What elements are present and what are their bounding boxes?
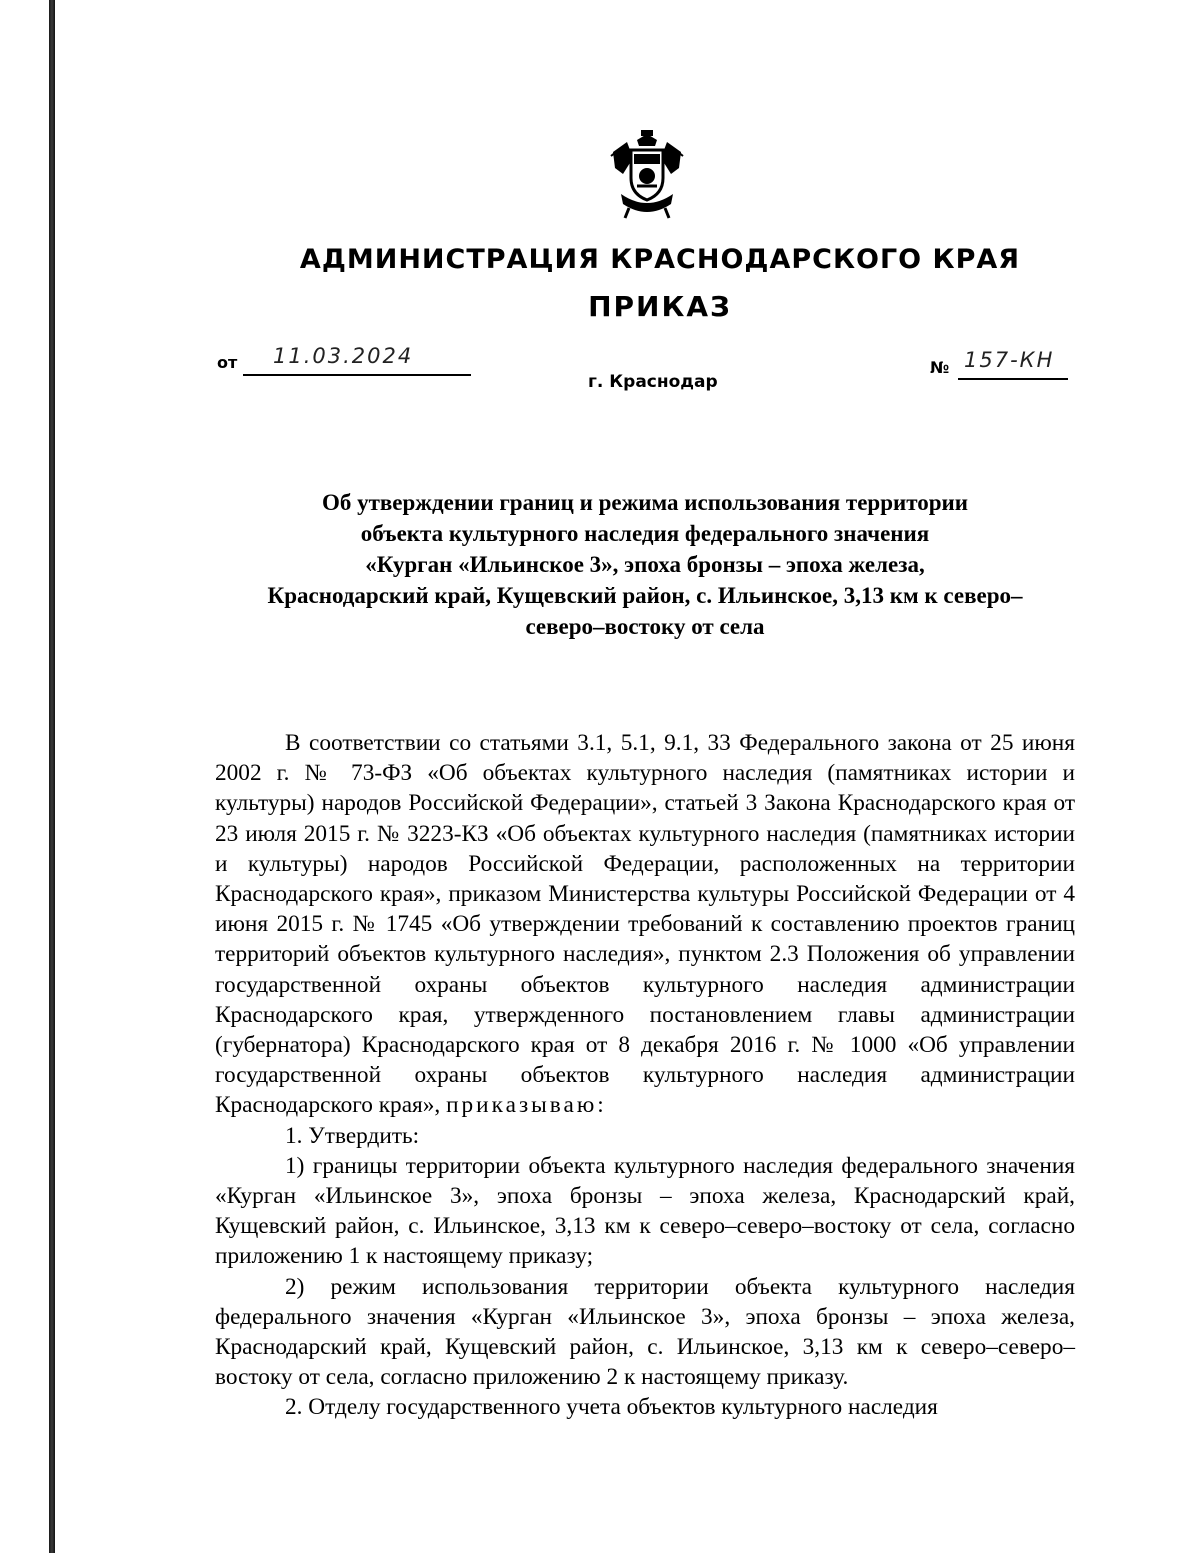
preamble-text: В соответствии со статьями 3.1, 5.1, 9.1, 33 Федерального закона от 25 июня 2002 г. № 73-ФЗ «Об объектах культурного наследия (памятниках истории и культуры) народов Российской Федерации», статьей 3 Закона Краснодарского края от 23 июля 2015 г. № 3223-КЗ «Об объектах культурного наследия (памятниках истории и культуры) народов Российской Федерации, расположенных на территории Краснодарского края», приказом Министерства культуры Российской Федерации от 4 июня 2015 г. № 1745 «Об утверждении требований к составлению проектов границ территорий объектов культурного наследия», пунктом 2.3 Положения об управлении государственной охраны объектов культурного наследия администрации Краснодарского края, утвержденного постановлением главы администрации (губернатора) Краснодарского края от 8 декабря 2016 г. № 1000 «Об управлении государственной охраны объектов культурного наследия администрации Краснодарского края»,	[215, 730, 1075, 1119]
number-prefix: №	[930, 358, 950, 377]
scan-edge	[49, 0, 55, 1553]
subject-line: Краснодарский край, Кущевский район, с. Ильинское, 3,13 км к северо–	[267, 583, 1023, 608]
subject-line: «Курган «Ильинское 3», эпоха бронзы – эпоха железа,	[365, 552, 925, 577]
date-prefix: от	[217, 353, 238, 372]
number-value: 157-КН	[964, 348, 1055, 372]
number-field	[958, 348, 1068, 380]
order-word: приказываю:	[446, 1092, 607, 1119]
body-paragraph: 1. Утвердить:	[285, 1122, 420, 1149]
document-type: ПРИКАЗ	[588, 290, 732, 323]
date-field	[243, 344, 471, 376]
organization-title: АДМИНИСТРАЦИЯ КРАСНОДАРСКОГО КРАЯ	[299, 244, 1021, 275]
subject-line: Об утверждении границ и режима использования территории	[321, 490, 969, 515]
body-paragraph: 2) режим использования территории объекта культурного наследия федерального значения «Курган «Ильинское 3», эпоха бронзы – эпоха железа, Краснодарский край, Кущевский район, с. Ильинское, 3,13 км к северо–северо–востоку от села, согласно приложению 2 к настоящему приказу.	[215, 1273, 1075, 1391]
subject-line: северо–востоку от села	[525, 614, 765, 639]
date-value: 11.03.2024	[273, 344, 414, 368]
body-paragraph: 2. Отделу государственного учета объектов культурного наследия	[285, 1394, 938, 1421]
preamble-paragraph	[215, 728, 1075, 1121]
body-paragraph: 1) границы территории объекта культурного наследия федерального значения «Курган «Ильинское 3», эпоха бронзы – эпоха железа, Краснодарский край, Кущевский район, с. Ильинское, 3,13 км к северо–северо–востоку от села, согласно приложению 1 к настоящему приказу;	[215, 1152, 1075, 1270]
city: г. Краснодар	[588, 372, 718, 392]
coat-of-arms-icon	[607, 128, 687, 220]
document-subject	[215, 487, 1075, 642]
subject-line: объекта культурного наследия федерального значения	[360, 521, 930, 546]
document-body	[215, 728, 1075, 1423]
